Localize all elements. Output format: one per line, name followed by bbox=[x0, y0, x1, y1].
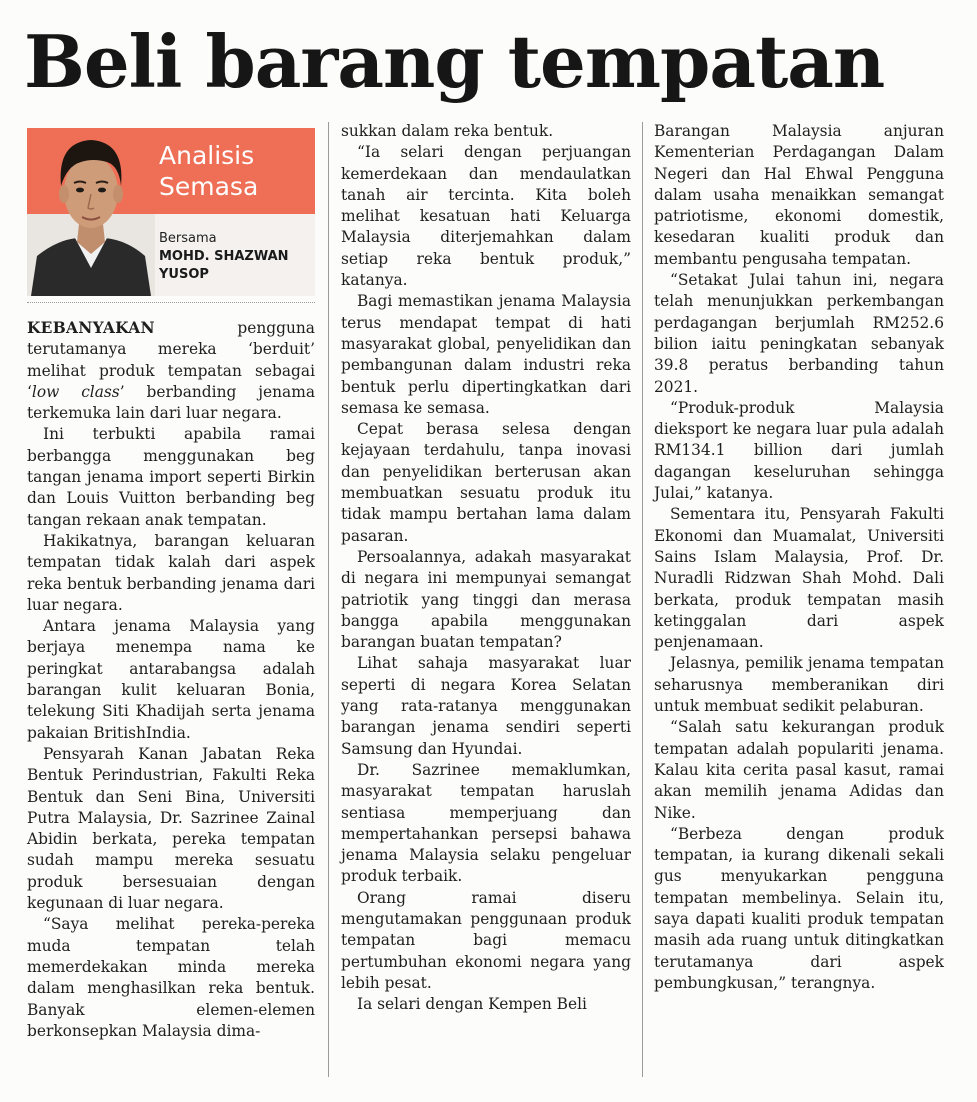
paragraph bbox=[27, 318, 315, 424]
paragraph: Hakikatnya, barangan keluaran tempatan tidak kalah dari aspek reka bentuk berbanding jenama dari luar negara. bbox=[27, 531, 315, 614]
paragraph: Sementara itu, Pensyarah Fakulti Ekonomi dan Muamalat, Universiti Sains Islam Malaysia, Prof. Dr. Nuradli Ridzwan Shah Mohd. Dali berkata, produk tempatan masih ketinggalan dari aspek penjenamaan. bbox=[654, 505, 944, 652]
paragraph: Cepat berasa selesa dengan kejayaan terdahulu, tanpa inovasi dan penyelidikan berterusan akan membuatkan sesuatu produk itu tidak mampu bertahan lama dalam pasaran. bbox=[341, 420, 631, 545]
paragraph: “Setakat Julai tahun ini, negara telah menunjukkan perkembangan perdagangan berjumlah RM252.6 bilion iaitu peningkatan sebanyak 39.8 peratus berbanding tahun 2021. bbox=[654, 271, 944, 396]
author-name-line: YUSOP bbox=[159, 267, 209, 282]
paragraph: Lihat sahaja masyarakat luar seperti di negara Korea Selatan yang rata-ratanya menggunakan barangan jenama sendiri seperti Samsung dan Hyundai. bbox=[341, 654, 631, 758]
column-body bbox=[654, 121, 944, 994]
paragraph: Orang ramai diseru mengutamakan penggunaan produk tempatan bagi memacu pertumbuhan ekonomi negara yang lebih pesat. bbox=[341, 888, 631, 992]
paragraph: Ini terbukti apabila ramai berbangga menggunakan beg tangan jenama import seperti Birkin dan Louis Vuitton berbanding beg tangan rekaan anak tempatan. bbox=[27, 425, 315, 529]
byline: Bersama bbox=[159, 231, 217, 246]
lead-word: KEBANYAKAN bbox=[27, 319, 155, 337]
paragraph: Pensyarah Kanan Jabatan Reka Bentuk Perindustrian, Fakulti Reka Bentuk dan Seni Bina, Universiti Putra Malaysia, Dr. Sazrinee Zainal Abidin berkata, pereka tempatan sudah mampu mereka sesuatu produk bersesuaian dengan kegunaan di luar negara. bbox=[27, 744, 315, 913]
paragraph: Ia selari dengan Kempen Beli bbox=[357, 995, 587, 1014]
column-title-line: Semasa bbox=[159, 172, 259, 201]
column-body bbox=[341, 121, 631, 1015]
author-name-line: MOHD. SHAZWAN bbox=[159, 249, 289, 264]
paragraph: Barangan Malaysia anjuran Kementerian Perdagangan Dalam Negeri dan Hal Ehwal Pengguna dalam usaha menaikkan semangat patriotisme, ekonomi domestik, kesedaran kualiti produk dan membantu pengusaha tempatan. bbox=[654, 122, 944, 268]
paragraph: Dr. Sazrinee memaklumkan, masyarakat tempatan haruslah sentiasa memperjuang dan mempertahankan persepsi bahawa jenama Malaysia selaku pengeluar produk terbaik. bbox=[341, 760, 631, 886]
paragraph: “Produk-produk Malaysia dieksport ke negara luar pula adalah RM134.1 billion dari jumlah dagangan keseluruhan sehingga Julai,” katanya. bbox=[654, 398, 944, 503]
paragraph: Bagi memastikan jenama Malaysia terus mendapat tempat di hati masyarakat global, penyelidikan dan pembangunan dalam industri reka bentuk perlu dipertingkatkan dari semasa ke semasa. bbox=[341, 292, 631, 417]
paragraph-text: ’ berbanding jenama terkemuka lain dari luar negara. bbox=[27, 382, 315, 423]
paragraph: “Berbeza dengan produk tempatan, ia kurang dikenali sekali gus menyukarkan pengguna tempatan membelinya. Selain itu, saya dapati kualiti produk tempatan masih ada ruang untuk ditingkatkan terutamanya dari aspek pembungkusan,” terangnya. bbox=[654, 824, 944, 992]
paragraph: Persoalannya, adakah masyarakat di negara ini mempunyai semangat patriotik yang tinggi dan merasa bangga apabila menggunakan barangan buatan tempatan? bbox=[341, 547, 631, 652]
paragraph: Antara jenama Malaysia yang berjaya menempa nama ke peringkat antarabangsa adalah barangan kulit keluaran Bonia, telekung Siti Khadijah serta jenama pakaian BritishIndia. bbox=[27, 617, 315, 742]
column-rule bbox=[328, 122, 329, 1077]
banner-divider bbox=[27, 302, 315, 303]
paragraph: Jelasnya, pemilik jenama tempatan seharusnya memberanikan diri untuk membuat sedikit pelaburan. bbox=[654, 654, 944, 716]
column-body bbox=[27, 318, 315, 1042]
paragraph-text: pengguna terutamanya mereka ‘berduit’ melihat produk tempatan sebagai ‘ bbox=[27, 319, 315, 401]
paragraph: “Salah satu kekurangan produk tempatan adalah populariti jenama. Kalau kita cerita pasal kasut, ramai akan memilih jenama Adidas dan Nike. bbox=[654, 718, 944, 822]
emphasis-text: low class bbox=[31, 382, 120, 401]
column-title-line: Analisis bbox=[159, 141, 255, 170]
paragraph: sukkan dalam reka bentuk. bbox=[341, 122, 554, 140]
paragraph: “Ia selari dengan perjuangan kemerdekaan dan mendaulatkan tanah air tercinta. Kita boleh melihat kesatuan hati Keluarga Malaysia diterjemahkan dalam setiap reka bentuk produk,” katanya. bbox=[341, 143, 631, 290]
column-title bbox=[159, 140, 309, 202]
author-name bbox=[159, 248, 309, 284]
column-rule bbox=[642, 122, 643, 1077]
paragraph: “Saya melihat pereka-pereka muda tempatan telah memerdekakan minda mereka dalam menghasilkan reka bentuk. Banyak elemen-elemen berkonsepkan Malaysia dima- bbox=[27, 915, 315, 1040]
author-portrait bbox=[27, 128, 155, 296]
headline: Beli barang tempatan bbox=[24, 19, 885, 104]
column-banner bbox=[27, 128, 315, 296]
